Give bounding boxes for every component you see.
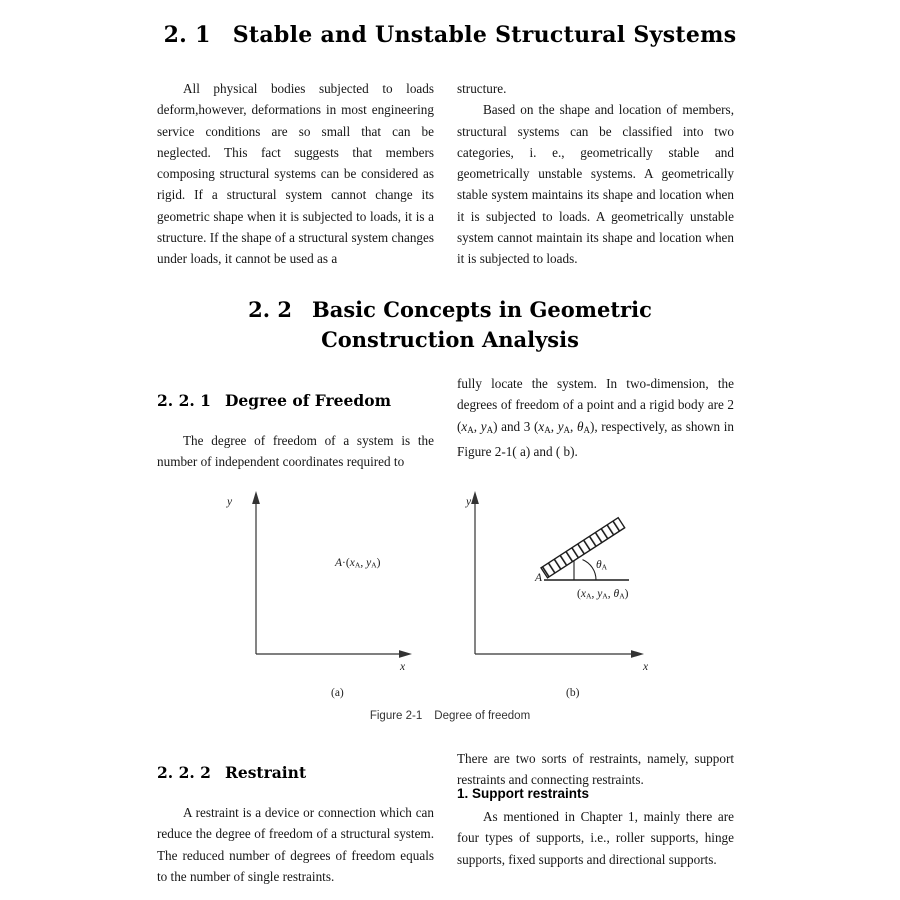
panel-b-coord-y: $y_A$ xyxy=(597,588,608,601)
panel-b-x-axis-arrow xyxy=(631,650,644,658)
section-number-2-1: 2. 1 xyxy=(163,22,211,48)
paragraph-2-1-right-body: Based on the shape and location of members, structural systems can be classified into two categories, i. e., geometrically stable and geometrically unstable systems. A geometrically stable system maintains its shape and location when it is subjected to loads. A geometrically unstable system cannot maintain its shape and location when it is subjected to loads. xyxy=(457,102,734,267)
panel-a-y-axis-arrow xyxy=(252,491,260,504)
paren-close-b: ) xyxy=(624,588,629,600)
panel-a-point-label: A xyxy=(335,557,343,569)
panel-b-label: (b) xyxy=(566,687,580,699)
panel-b-point-label: A xyxy=(535,572,543,584)
subsection-title-2-2-1: Degree of Freedom xyxy=(224,391,391,410)
paren-close: ) xyxy=(376,557,381,569)
text-prefix: fully locate the system. In two-dimension, the degrees of freedom of a point and a rigid body are 2 ( xyxy=(457,376,734,434)
panel-a-x-axis-arrow xyxy=(399,650,412,658)
section-2-1-right-column xyxy=(457,78,734,270)
panel-b-coord-x: $x_A$ xyxy=(580,588,592,601)
paragraph-2-2-1-left: The degree of freedom of a system is the number of independent coordinates required to xyxy=(157,433,434,470)
section-number-2-2: 2. 2 xyxy=(248,297,292,322)
panel-a-point-coordinates xyxy=(335,557,381,570)
figure-2-1 xyxy=(0,482,900,742)
section-title-2-2-line1 xyxy=(0,295,900,325)
figure-panel-a-graphic xyxy=(215,482,475,682)
var-y-a-2: $y_A$ xyxy=(557,418,571,435)
panel-b-angle-arc xyxy=(583,560,597,580)
text-suffix: ), respectively, as shown in Figure 2-1( a) and ( b). xyxy=(457,418,735,459)
subsection-2-2-1-left-column xyxy=(157,430,434,473)
section-title-2-2-line2: Construction Analysis xyxy=(321,327,579,352)
section-title-text-2-1: Stable and Unstable Structural Systems xyxy=(232,22,737,48)
panel-a-x-axis-label: x xyxy=(400,661,406,673)
section-title-text-2-2-line1: Basic Concepts in Geometric xyxy=(311,297,652,322)
subsection-2-2-2-right-column xyxy=(457,748,734,791)
paragraph-2-2-1-right xyxy=(457,373,734,462)
panel-a-point-dot: · xyxy=(342,557,346,569)
section-title-2-1 xyxy=(0,22,900,48)
panel-a-coord-y: $y_A$ xyxy=(366,557,377,570)
section-title-2-2 xyxy=(0,295,900,355)
sep-3: , xyxy=(570,418,577,434)
panel-b-y-axis-arrow xyxy=(471,491,479,504)
paragraph-2-1-left: All physical bodies subjected to loads deform,however, deformations in most engineering service conditions are so small that can be neglected. This fact suggests that members composing structural systems can be considered as rigid. If a structural system cannot change its geometric shape when it is subjected to loads, it is a structure. If the shape of a structural system changes under loads, it cannot be used as a xyxy=(157,81,434,267)
subsection-2-2-2-left-column xyxy=(157,802,434,887)
subsection-2-2-2-right-body xyxy=(457,806,734,870)
section-2-1-left-column xyxy=(157,78,434,270)
subsection-title-2-2-2: Restraint xyxy=(224,763,307,782)
sep-1: , xyxy=(473,418,481,434)
minor-heading-support-restraints: 1. Support restraints xyxy=(457,786,590,801)
panel-b-coordinates xyxy=(577,588,629,601)
subsection-number-2-2-1: 2. 2. 1 xyxy=(157,391,211,410)
paragraph-2-2-2-right-intro: There are two sorts of restraints, namely, support restraints and connecting restraints. xyxy=(457,751,734,788)
panel-b-rigid-body xyxy=(541,518,625,578)
panel-b-y-axis-label: y xyxy=(466,496,472,508)
text-mid: ) and 3 ( xyxy=(493,418,539,434)
subsection-2-2-1-right-column xyxy=(457,373,734,462)
figure-panel-b-graphic xyxy=(450,482,710,682)
panel-a-coord-x: $x_A$ xyxy=(349,557,361,570)
panel-b-angle-label: $\theta_A$ xyxy=(596,559,608,572)
panel-a-coord-sep: , xyxy=(360,557,367,569)
panel-a-y-axis-label: y xyxy=(227,496,233,508)
paragraph-2-2-2-right-body: As mentioned in Chapter 1, mainly there are four types of supports, i.e., roller supports, hinge supports, fixed supports and directional supports. xyxy=(457,809,734,867)
paren-open: ( xyxy=(345,557,350,569)
var-y-a-1: $y_A$ xyxy=(480,418,494,435)
panel-a-label: (a) xyxy=(331,687,344,699)
subsection-heading-2-2-1 xyxy=(157,391,391,410)
paragraph-2-2-2-left: A restraint is a device or connection which can reduce the degree of freedom of a structural system. The reduced number of degrees of freedom equals to the number of single restraints. xyxy=(157,805,434,884)
panel-b-rigid-body-bar xyxy=(541,518,625,578)
panel-b-coord-theta: $\theta_A$ xyxy=(613,588,625,601)
subsection-heading-2-2-2 xyxy=(157,763,306,782)
panel-b-coord-sep-1: , xyxy=(591,588,598,600)
panel-b-x-axis-label: x xyxy=(643,661,649,673)
var-x-a-2: $x_A$ xyxy=(538,418,551,435)
figure-caption-number: Figure 2-1 xyxy=(369,710,423,722)
paren-open-b: ( xyxy=(577,588,581,600)
sep-2: , xyxy=(550,418,558,434)
var-x-a-1: $x_A$ xyxy=(461,418,474,435)
var-theta-a: $\theta_A$ xyxy=(576,418,590,435)
panel-b-coord-sep-2: , xyxy=(607,588,614,600)
figure-caption xyxy=(0,710,900,722)
subsection-number-2-2-2: 2. 2. 2 xyxy=(157,763,211,782)
paragraph-2-1-right-carryover: structure. xyxy=(457,81,507,96)
figure-caption-text: Degree of freedom xyxy=(434,710,531,722)
